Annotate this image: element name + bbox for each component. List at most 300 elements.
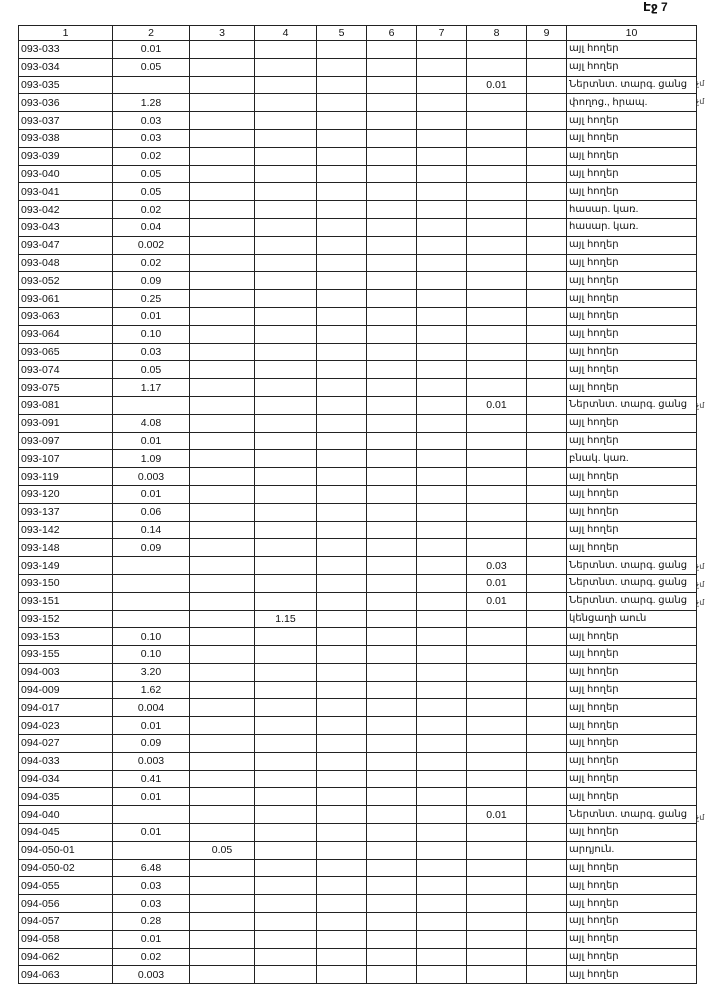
cell-col-7 xyxy=(417,681,467,699)
cell-col-9 xyxy=(527,681,567,699)
cell-col-8 xyxy=(467,218,527,236)
cell-col-10: հասար. կառ. xyxy=(567,218,697,236)
cell-col-9 xyxy=(527,165,567,183)
cell-col-9 xyxy=(527,254,567,272)
cell-col-7 xyxy=(417,183,467,201)
cell-col-5 xyxy=(317,485,367,503)
cell-col-9 xyxy=(527,183,567,201)
cell-col-5 xyxy=(317,859,367,877)
cell-col-7 xyxy=(417,468,467,486)
cell-col-3 xyxy=(190,147,255,165)
cell-col-1: 093-064 xyxy=(19,325,113,343)
cell-col-2 xyxy=(113,592,190,610)
cell-col-6 xyxy=(367,806,417,824)
cell-col-10: այլ հողեր xyxy=(567,859,697,877)
cell-col-9 xyxy=(527,966,567,984)
cell-col-9 xyxy=(527,112,567,130)
cell-col-9 xyxy=(527,379,567,397)
cell-col-10: այլ հողեր xyxy=(567,290,697,308)
cell-col-6 xyxy=(367,948,417,966)
cell-col-1: 094-040 xyxy=(19,806,113,824)
cell-col-1: 093-107 xyxy=(19,450,113,468)
cell-col-8 xyxy=(467,58,527,76)
cell-col-5 xyxy=(317,254,367,272)
cell-col-7 xyxy=(417,859,467,877)
table-row xyxy=(19,646,697,664)
cell-col-4 xyxy=(255,663,317,681)
cell-col-7 xyxy=(417,610,467,628)
cell-col-10: այլ հողեր xyxy=(567,770,697,788)
cell-col-3 xyxy=(190,663,255,681)
cell-col-3 xyxy=(190,76,255,94)
cell-col-8 xyxy=(467,717,527,735)
cell-col-9 xyxy=(527,824,567,842)
cell-col-2: 0.03 xyxy=(113,877,190,895)
cell-col-4 xyxy=(255,841,317,859)
cell-col-3 xyxy=(190,824,255,842)
cell-col-9 xyxy=(527,788,567,806)
cell-col-2: 0.02 xyxy=(113,201,190,219)
cell-col-8 xyxy=(467,735,527,753)
cell-col-5 xyxy=(317,165,367,183)
cell-col-6 xyxy=(367,307,417,325)
cell-col-5 xyxy=(317,414,367,432)
cell-col-6 xyxy=(367,450,417,468)
cell-col-4 xyxy=(255,414,317,432)
cell-col-1: 093-036 xyxy=(19,94,113,112)
cell-col-8 xyxy=(467,824,527,842)
cell-col-10: այլ հողեր xyxy=(567,752,697,770)
cell-col-1: 094-003 xyxy=(19,663,113,681)
cell-col-6 xyxy=(367,574,417,592)
margin-mark: չմ xyxy=(696,580,705,589)
cell-col-8 xyxy=(467,254,527,272)
cell-col-9 xyxy=(527,521,567,539)
cell-col-10: փողոց., հրապ. xyxy=(567,94,697,112)
cell-col-3 xyxy=(190,877,255,895)
cell-col-7 xyxy=(417,913,467,931)
cell-col-2: 0.01 xyxy=(113,432,190,450)
cell-col-10: արդյուն. xyxy=(567,841,697,859)
cell-col-6 xyxy=(367,681,417,699)
cell-col-9 xyxy=(527,539,567,557)
cell-col-10: այլ հողեր xyxy=(567,468,697,486)
cell-col-4 xyxy=(255,717,317,735)
col-header-2: 2 xyxy=(113,26,190,41)
cell-col-1: 093-097 xyxy=(19,432,113,450)
cell-col-9 xyxy=(527,735,567,753)
cell-col-3 xyxy=(190,218,255,236)
cell-col-6 xyxy=(367,663,417,681)
cell-col-6 xyxy=(367,877,417,895)
cell-col-6 xyxy=(367,770,417,788)
cell-col-6 xyxy=(367,325,417,343)
cell-col-1: 093-047 xyxy=(19,236,113,254)
cell-col-8 xyxy=(467,770,527,788)
cell-col-2: 0.002 xyxy=(113,236,190,254)
cell-col-8 xyxy=(467,183,527,201)
cell-col-1: 094-027 xyxy=(19,735,113,753)
table-row xyxy=(19,539,697,557)
cell-col-8 xyxy=(467,948,527,966)
cell-col-10: այլ հողեր xyxy=(567,735,697,753)
cell-col-10: այլ հողեր xyxy=(567,681,697,699)
cell-col-7 xyxy=(417,503,467,521)
cell-col-4 xyxy=(255,361,317,379)
cell-col-7 xyxy=(417,147,467,165)
cell-col-9 xyxy=(527,859,567,877)
cell-col-4 xyxy=(255,325,317,343)
cell-col-7 xyxy=(417,717,467,735)
cell-col-8 xyxy=(467,841,527,859)
cell-col-5 xyxy=(317,717,367,735)
table-row xyxy=(19,610,697,628)
cell-col-4 xyxy=(255,503,317,521)
cell-col-8 xyxy=(467,485,527,503)
cell-col-10: այլ հողեր xyxy=(567,325,697,343)
cell-col-8 xyxy=(467,895,527,913)
cell-col-5 xyxy=(317,681,367,699)
table-row xyxy=(19,236,697,254)
cell-col-3 xyxy=(190,432,255,450)
cell-col-3 xyxy=(190,859,255,877)
cell-col-6 xyxy=(367,254,417,272)
table-row xyxy=(19,94,697,112)
cell-col-5 xyxy=(317,272,367,290)
cell-col-8 xyxy=(467,41,527,59)
cell-col-8 xyxy=(467,966,527,984)
cell-col-6 xyxy=(367,58,417,76)
cell-col-8 xyxy=(467,272,527,290)
cell-col-10: այլ հողեր xyxy=(567,913,697,931)
table-row xyxy=(19,432,697,450)
cell-col-6 xyxy=(367,201,417,219)
cell-col-9 xyxy=(527,236,567,254)
table-row xyxy=(19,129,697,147)
cell-col-1: 094-045 xyxy=(19,824,113,842)
cell-col-5 xyxy=(317,539,367,557)
cell-col-6 xyxy=(367,592,417,610)
table-row xyxy=(19,895,697,913)
cell-col-4 xyxy=(255,930,317,948)
cell-col-10: Ներտնտ. տարգ. ցանց xyxy=(567,592,697,610)
cell-col-4 xyxy=(255,948,317,966)
cell-col-1: 093-152 xyxy=(19,610,113,628)
cell-col-2 xyxy=(113,76,190,94)
cell-col-3 xyxy=(190,94,255,112)
cell-col-6 xyxy=(367,290,417,308)
margin-mark: չմ xyxy=(696,96,705,106)
cell-col-2: 1.17 xyxy=(113,379,190,397)
cell-col-5 xyxy=(317,752,367,770)
cell-col-9 xyxy=(527,307,567,325)
cell-col-1: 094-057 xyxy=(19,913,113,931)
cell-col-4 xyxy=(255,681,317,699)
cell-col-1: 093-040 xyxy=(19,165,113,183)
cell-col-3 xyxy=(190,735,255,753)
cell-col-7 xyxy=(417,574,467,592)
cell-col-2 xyxy=(113,806,190,824)
cell-col-2: 0.01 xyxy=(113,307,190,325)
cell-col-4 xyxy=(255,307,317,325)
cell-col-5 xyxy=(317,788,367,806)
cell-col-10: այլ հողեր xyxy=(567,254,697,272)
cell-col-7 xyxy=(417,112,467,130)
cell-col-7 xyxy=(417,343,467,361)
cell-col-7 xyxy=(417,699,467,717)
table-row xyxy=(19,165,697,183)
cell-col-2: 0.09 xyxy=(113,272,190,290)
cell-col-6 xyxy=(367,646,417,664)
table-row xyxy=(19,930,697,948)
table-row xyxy=(19,628,697,646)
cell-col-2: 3.20 xyxy=(113,663,190,681)
cell-col-1: 093-151 xyxy=(19,592,113,610)
margin-mark: չմ xyxy=(696,78,705,88)
table-row xyxy=(19,468,697,486)
cell-col-1: 093-091 xyxy=(19,414,113,432)
cell-col-8: 0.01 xyxy=(467,574,527,592)
cell-col-6 xyxy=(367,343,417,361)
cell-col-3 xyxy=(190,165,255,183)
cell-col-6 xyxy=(367,503,417,521)
cell-col-7 xyxy=(417,895,467,913)
margin-mark: չմ xyxy=(696,812,705,822)
table-row xyxy=(19,307,697,325)
table-row xyxy=(19,272,697,290)
cell-col-6 xyxy=(367,699,417,717)
cell-col-8 xyxy=(467,930,527,948)
cell-col-1: 094-034 xyxy=(19,770,113,788)
table-row xyxy=(19,770,697,788)
cell-col-3 xyxy=(190,557,255,575)
cell-col-7 xyxy=(417,628,467,646)
cell-col-4 xyxy=(255,646,317,664)
cell-col-10: այլ հողեր xyxy=(567,966,697,984)
cell-col-6 xyxy=(367,521,417,539)
table-row xyxy=(19,503,697,521)
cell-col-8: 0.01 xyxy=(467,396,527,414)
cell-col-5 xyxy=(317,574,367,592)
cell-col-10: Ներտնտ. տարգ. ցանց xyxy=(567,76,697,94)
cell-col-8 xyxy=(467,681,527,699)
table-row xyxy=(19,325,697,343)
cell-col-2 xyxy=(113,610,190,628)
cell-col-9 xyxy=(527,574,567,592)
cell-col-6 xyxy=(367,966,417,984)
cell-col-2: 0.03 xyxy=(113,129,190,147)
cell-col-4 xyxy=(255,147,317,165)
cell-col-5 xyxy=(317,913,367,931)
table-row xyxy=(19,574,697,592)
cell-col-8 xyxy=(467,165,527,183)
cell-col-2: 1.62 xyxy=(113,681,190,699)
cell-col-9 xyxy=(527,94,567,112)
cell-col-1: 094-058 xyxy=(19,930,113,948)
col-header-10: 10 xyxy=(567,26,697,41)
cell-col-4 xyxy=(255,485,317,503)
cell-col-8 xyxy=(467,307,527,325)
cell-col-5 xyxy=(317,58,367,76)
cell-col-2: 0.10 xyxy=(113,325,190,343)
cell-col-5 xyxy=(317,112,367,130)
cell-col-9 xyxy=(527,699,567,717)
table-row xyxy=(19,966,697,984)
cell-col-9 xyxy=(527,592,567,610)
cell-col-5 xyxy=(317,76,367,94)
cell-col-9 xyxy=(527,503,567,521)
cell-col-1: 093-063 xyxy=(19,307,113,325)
cell-col-3 xyxy=(190,183,255,201)
cell-col-5 xyxy=(317,824,367,842)
cell-col-1: 094-050-02 xyxy=(19,859,113,877)
cell-col-4 xyxy=(255,966,317,984)
cell-col-9 xyxy=(527,877,567,895)
cell-col-5 xyxy=(317,94,367,112)
cell-col-7 xyxy=(417,165,467,183)
cell-col-7 xyxy=(417,432,467,450)
cell-col-5 xyxy=(317,628,367,646)
cell-col-3 xyxy=(190,503,255,521)
cell-col-9 xyxy=(527,610,567,628)
cell-col-1: 093-150 xyxy=(19,574,113,592)
cell-col-4: 1.15 xyxy=(255,610,317,628)
cell-col-6 xyxy=(367,752,417,770)
cell-col-9 xyxy=(527,663,567,681)
cell-col-8 xyxy=(467,752,527,770)
cell-col-7 xyxy=(417,770,467,788)
cell-col-5 xyxy=(317,841,367,859)
table-row xyxy=(19,201,697,219)
cell-col-2: 0.05 xyxy=(113,183,190,201)
col-header-1: 1 xyxy=(19,26,113,41)
cell-col-1: 093-137 xyxy=(19,503,113,521)
cell-col-3 xyxy=(190,895,255,913)
cell-col-3 xyxy=(190,379,255,397)
cell-col-7 xyxy=(417,450,467,468)
cell-col-9 xyxy=(527,485,567,503)
cell-col-4 xyxy=(255,574,317,592)
table-row xyxy=(19,948,697,966)
cell-col-10: այլ հողեր xyxy=(567,895,697,913)
cell-col-4 xyxy=(255,76,317,94)
cell-col-4 xyxy=(255,58,317,76)
cell-col-4 xyxy=(255,201,317,219)
cell-col-5 xyxy=(317,503,367,521)
cell-col-9 xyxy=(527,147,567,165)
cell-col-1: 093-075 xyxy=(19,379,113,397)
cell-col-2 xyxy=(113,396,190,414)
cell-col-7 xyxy=(417,592,467,610)
cell-col-3 xyxy=(190,343,255,361)
cell-col-10: Ներտնտ. տարգ. ցանց xyxy=(567,806,697,824)
cell-col-10: Ներտնտ. տարգ. ցանց xyxy=(567,574,697,592)
cell-col-8 xyxy=(467,414,527,432)
cell-col-6 xyxy=(367,557,417,575)
cell-col-9 xyxy=(527,557,567,575)
cell-col-3 xyxy=(190,930,255,948)
cell-col-5 xyxy=(317,325,367,343)
cell-col-3: 0.05 xyxy=(190,841,255,859)
cell-col-2: 0.01 xyxy=(113,485,190,503)
cell-col-5 xyxy=(317,663,367,681)
cell-col-6 xyxy=(367,930,417,948)
cell-col-5 xyxy=(317,183,367,201)
cell-col-10: Ներտնտ. տարգ. ցանց xyxy=(567,557,697,575)
cell-col-4 xyxy=(255,788,317,806)
cell-col-8 xyxy=(467,432,527,450)
table-row xyxy=(19,735,697,753)
cell-col-7 xyxy=(417,218,467,236)
cell-col-6 xyxy=(367,361,417,379)
cell-col-9 xyxy=(527,948,567,966)
cell-col-2: 0.09 xyxy=(113,539,190,557)
cell-col-7 xyxy=(417,824,467,842)
cell-col-4 xyxy=(255,806,317,824)
cell-col-7 xyxy=(417,948,467,966)
cell-col-4 xyxy=(255,183,317,201)
table-row xyxy=(19,859,697,877)
cell-col-4 xyxy=(255,752,317,770)
cell-col-10: այլ հողեր xyxy=(567,129,697,147)
cell-col-9 xyxy=(527,770,567,788)
cell-col-2: 0.01 xyxy=(113,41,190,59)
cell-col-9 xyxy=(527,628,567,646)
cell-col-4 xyxy=(255,824,317,842)
cell-col-2: 0.02 xyxy=(113,948,190,966)
cell-col-7 xyxy=(417,307,467,325)
cell-col-8 xyxy=(467,788,527,806)
cell-col-4 xyxy=(255,112,317,130)
cell-col-5 xyxy=(317,218,367,236)
cell-col-2: 0.003 xyxy=(113,966,190,984)
cell-col-7 xyxy=(417,94,467,112)
cell-col-6 xyxy=(367,824,417,842)
cell-col-9 xyxy=(527,396,567,414)
cell-col-3 xyxy=(190,129,255,147)
cell-col-7 xyxy=(417,841,467,859)
cell-col-5 xyxy=(317,468,367,486)
table-row xyxy=(19,877,697,895)
cell-col-1: 093-119 xyxy=(19,468,113,486)
cell-col-4 xyxy=(255,396,317,414)
cell-col-7 xyxy=(417,129,467,147)
cell-col-10: այլ հողեր xyxy=(567,307,697,325)
cell-col-10: այլ հողեր xyxy=(567,930,697,948)
cell-col-1: 093-043 xyxy=(19,218,113,236)
cell-col-2: 0.003 xyxy=(113,468,190,486)
cell-col-2: 0.05 xyxy=(113,165,190,183)
cell-col-8 xyxy=(467,201,527,219)
cell-col-3 xyxy=(190,699,255,717)
cell-col-3 xyxy=(190,325,255,343)
cell-col-4 xyxy=(255,521,317,539)
cell-col-1: 093-149 xyxy=(19,557,113,575)
cell-col-5 xyxy=(317,699,367,717)
cell-col-8 xyxy=(467,628,527,646)
cell-col-3 xyxy=(190,201,255,219)
cell-col-5 xyxy=(317,361,367,379)
cell-col-3 xyxy=(190,112,255,130)
cell-col-3 xyxy=(190,485,255,503)
cell-col-7 xyxy=(417,663,467,681)
cell-col-6 xyxy=(367,895,417,913)
cell-col-1: 094-056 xyxy=(19,895,113,913)
cell-col-2: 0.05 xyxy=(113,58,190,76)
cell-col-9 xyxy=(527,76,567,94)
cell-col-4 xyxy=(255,432,317,450)
cell-col-10: այլ հողեր xyxy=(567,112,697,130)
